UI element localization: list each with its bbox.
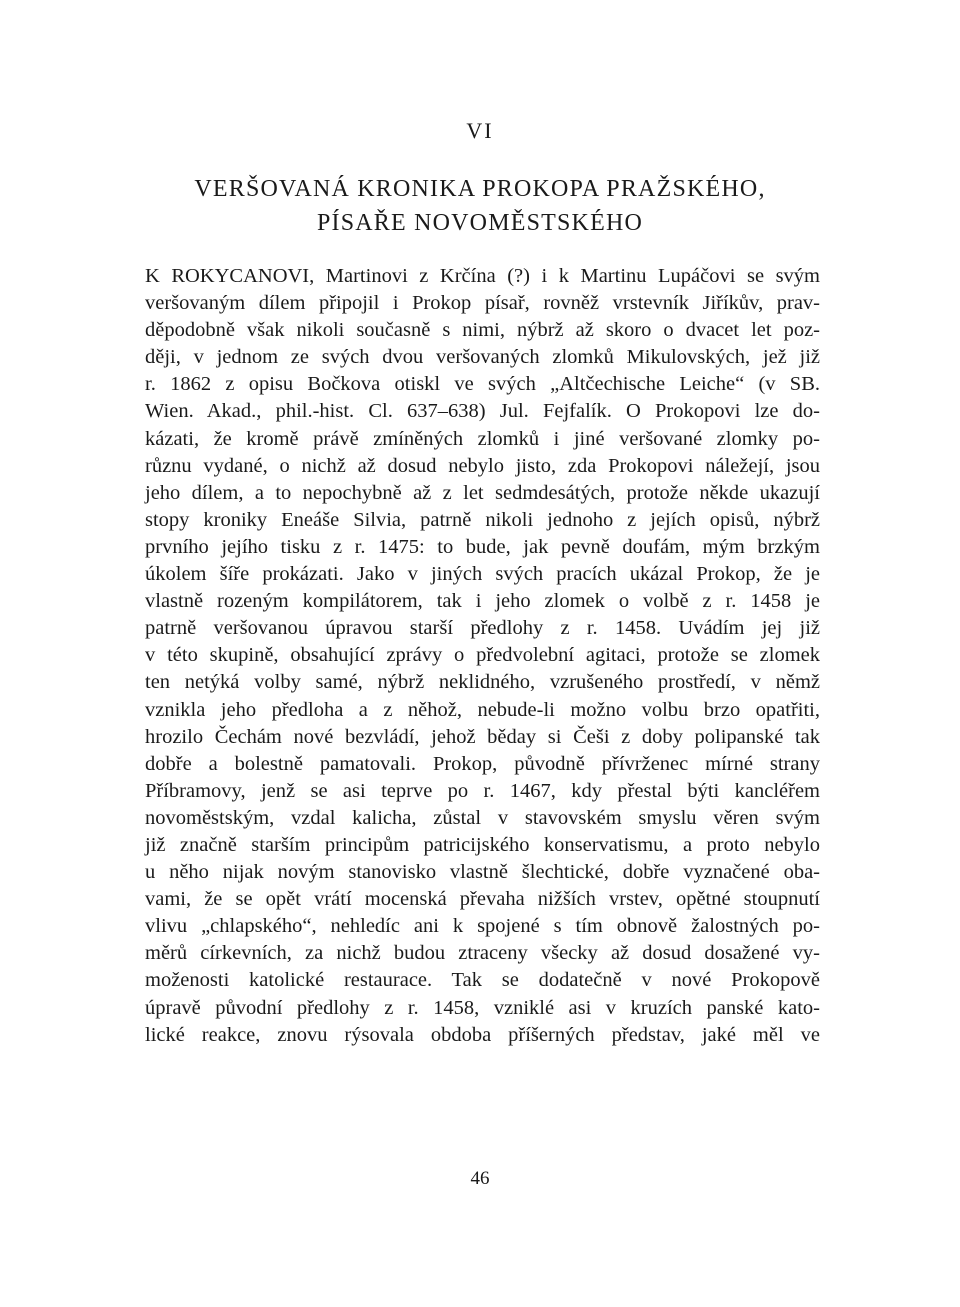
chapter-title xyxy=(0,172,960,240)
text-line: Příbramovy, jenž se asi teprve po r. 1467, kdy přestal býti kancléřem xyxy=(145,779,820,802)
text-line: hrozilo Čechám nové bezvládí, jehož běday si Češi z doby polipanské tak xyxy=(145,725,820,748)
text-line: vznikla jeho předloha a z něhož, nebude-li možno volbu brzo opatřiti, xyxy=(145,698,820,721)
text-line: měrů církevních, za nichž budou ztraceny všecky až dosud dosažené vy- xyxy=(145,942,820,965)
body-text xyxy=(145,263,820,1049)
text-line: ději, v jednom ze svých dvou veršovaných zlomků Mikulovských, jež již xyxy=(145,346,820,369)
text-line: vami, že se opět vrátí mocenská převaha nižších vrstev, opětné stoupnutí xyxy=(145,888,820,911)
text-line: patrně veršovanou úpravou starší předlohy z r. 1458. Uvádím jej již xyxy=(145,617,820,640)
text-line: moženosti katolické restaurace. Tak se dodatečně v nové Prokopově xyxy=(145,969,820,992)
text-line: dobře a bolestně pamatovali. Prokop, původně přívrženec mírné strany xyxy=(145,752,820,775)
text-line: v této skupině, obsahující zprávy o předvolební agitaci, protože se zlomek xyxy=(145,644,820,667)
text-line: lické reakce, znovu rýsovala obdoba příšerných představ, jaké měl ve xyxy=(145,1023,820,1046)
text-line: stopy kroniky Eneáše Silvia, patrně nikoli jednoho z jejích opisů, nýbrž xyxy=(145,508,820,531)
text-line: již značně starším principům patricijského konservatismu, a proto nebylo xyxy=(145,833,820,856)
text-line: kázati, že kromě právě zmíněných zlomků i jiné veršované zlomky po- xyxy=(145,427,820,450)
text-line: děpodobně však nikoli současně s nimi, nýbrž až skoro o dvacet let poz- xyxy=(145,319,820,342)
text-line: Wien. Akad., phil.-hist. Cl. 637–638) Jul. Fejfalík. O Prokopovi lze do- xyxy=(145,400,820,423)
chapter-title-line-1: VERŠOVANÁ KRONIKA PROKOPA PRAŽSKÉHO, xyxy=(194,176,766,202)
text-line: vlivu „chlapského“, nehledíc ani k spojené s tím obnově žalostných po- xyxy=(145,915,820,938)
chapter-title-line-2: PÍSAŘE NOVOMĚSTSKÉHO xyxy=(316,210,644,236)
text-line: novoměstským, vzdal kalicha, zůstal v stavovském smyslu věren svým xyxy=(145,806,820,829)
text-line: prvního jejího tisku z r. 1475: to bude, jak pevně doufám, mým brzkým xyxy=(145,535,820,558)
text-line: úpravě původní předlohy z r. 1458, vzniklé asi v kruzích panské kato- xyxy=(145,996,820,1019)
chapter-number: VI xyxy=(466,118,494,143)
page-number: 46 xyxy=(470,1168,490,1189)
text-line: K ROKYCANOVI, Martinovi z Krčína (?) i k Martinu Lupáčovi se svým xyxy=(145,265,820,287)
text-line: r. 1862 z opisu Bočkova otiskl ve svých „Altčechische Leiche“ (v SB. xyxy=(145,373,820,396)
text-line: úkolem šíře prokázati. Jako v jiných svých pracích ukázal Prokop, že je xyxy=(145,563,820,586)
text-line: různu vydané, o nichž až dosud nebylo jisto, zda Prokopovi náležejí, jsou xyxy=(145,454,820,477)
text-line: u něho nijak novým stanovisko vlastně šlechtické, dobře vyznačené oba- xyxy=(145,861,820,884)
text-line: jeho dílem, a to nepochybně až z let sedmdesátých, protože někde ukazují xyxy=(145,481,820,504)
text-line: vlastně rozeným kompilátorem, tak i jeho zlomek o volbě z r. 1458 je xyxy=(145,590,820,613)
text-line: ten netýká volby samé, nýbrž neklidného, vzrušeného prostředí, v němž xyxy=(145,671,820,694)
text-line: veršovaným dílem připojil i Prokop písař, rovněž vrstevník Jiříkův, prav- xyxy=(145,292,820,315)
